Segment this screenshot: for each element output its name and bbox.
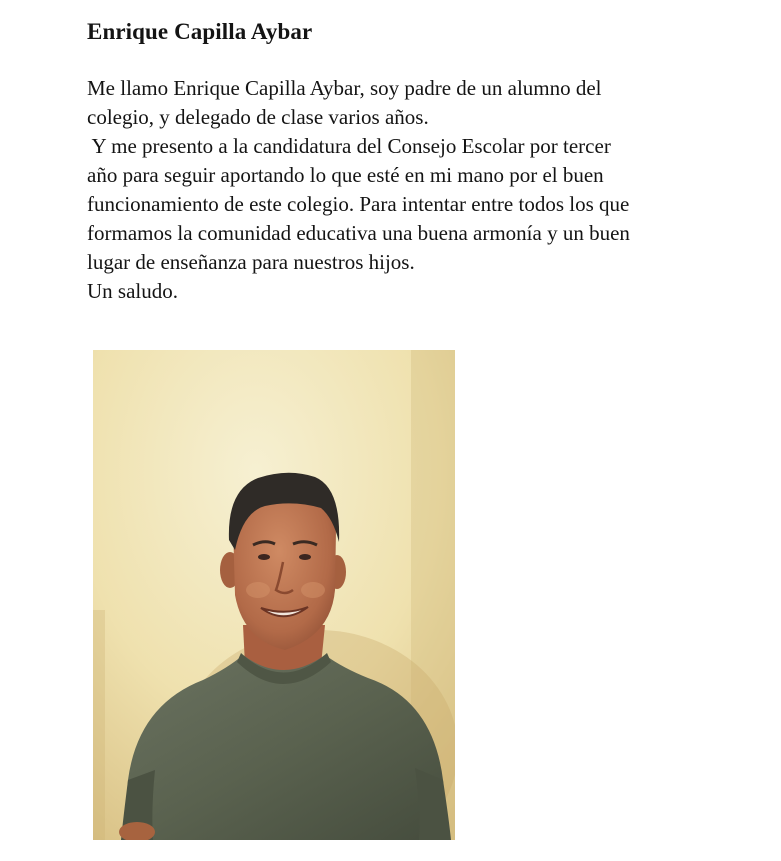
statement-line: lugar de enseñanza para nuestros hijos.	[87, 250, 415, 274]
statement-line: Y me presento a la candidatura del Consejo Escolar por tercer	[87, 134, 611, 158]
statement-line: colegio, y delegado de clase varios años.	[87, 105, 429, 129]
candidate-photo	[93, 350, 455, 840]
left-eye	[258, 554, 270, 560]
statement-line: funcionamiento de este colegio. Para intentar entre todos los que	[87, 192, 630, 216]
statement-line: Un saludo.	[87, 279, 178, 303]
portrait-illustration	[93, 350, 455, 840]
statement-line: formamos la comunidad educativa una buena armonía y un buen	[87, 221, 630, 245]
document-title: Enrique Capilla Aybar	[87, 19, 313, 44]
cheek-right	[301, 582, 325, 598]
right-eye	[299, 554, 311, 560]
statement-line: año para seguir aportando lo que esté en mi mano por el buen	[87, 163, 604, 187]
wall-shadow-left	[93, 610, 105, 840]
cheek-left	[246, 582, 270, 598]
statement-line: Me llamo Enrique Capilla Aybar, soy padre de un alumno del	[87, 76, 602, 100]
candidate-statement	[87, 74, 747, 306]
